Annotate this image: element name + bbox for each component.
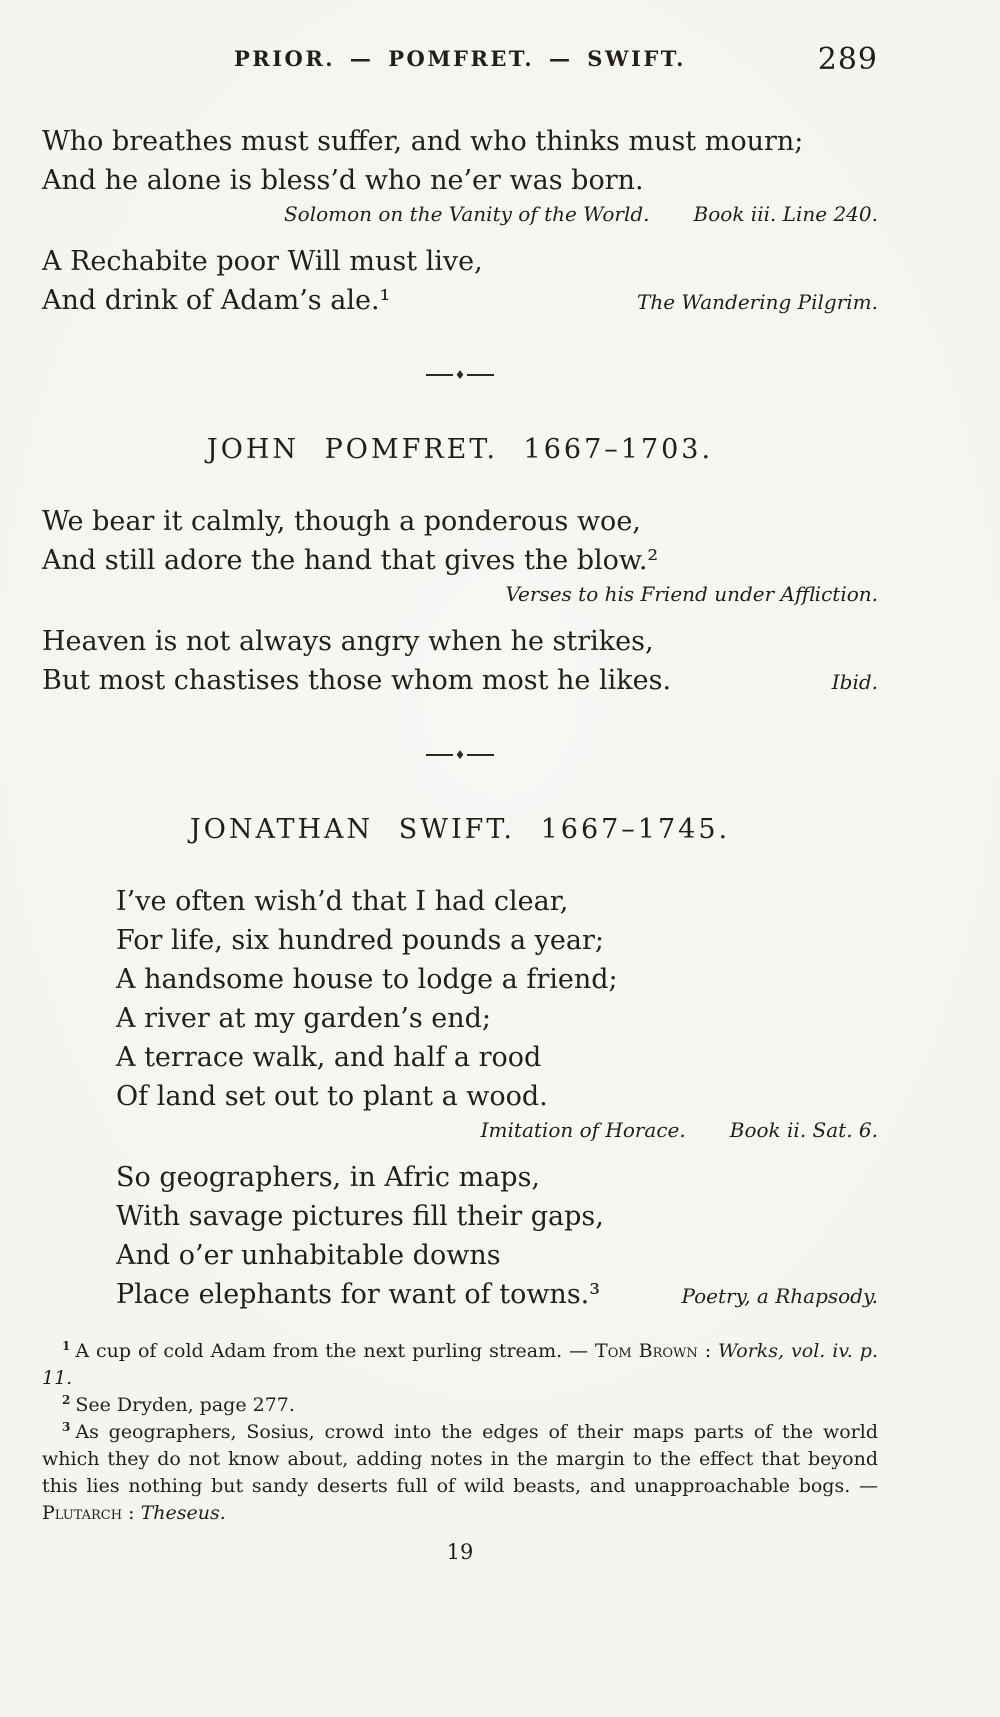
quotation bbox=[42, 242, 878, 320]
quote-line: So geographers, in Afric maps, bbox=[116, 1162, 541, 1193]
divider-rule-left bbox=[426, 374, 453, 376]
quote-source: The Wandering Pilgrim. bbox=[636, 290, 878, 314]
quote-line: I’ve often wish’d that I had clear, bbox=[116, 886, 569, 917]
footnote bbox=[42, 1338, 878, 1392]
quotation bbox=[42, 502, 878, 608]
footnote bbox=[42, 1419, 878, 1527]
diamond-icon: ♦ bbox=[454, 368, 466, 382]
page-number: 289 bbox=[817, 42, 878, 77]
quote-reference: Book ii. Sat. 6. bbox=[729, 1118, 878, 1142]
footnote-source-name: Tom Brown : bbox=[595, 1340, 719, 1362]
quote-attribution-line bbox=[42, 580, 878, 608]
signature-mark: 19 bbox=[446, 1540, 474, 1564]
quote-reference: Book iii. Line 240. bbox=[693, 202, 878, 226]
quote-attribution-line bbox=[42, 1116, 878, 1144]
footnote-source-name: Plutarch : bbox=[42, 1502, 141, 1524]
quote-line: A handsome house to lodge a friend; bbox=[116, 964, 618, 995]
divider-rule-left bbox=[426, 754, 453, 756]
quote-source: Ibid. bbox=[831, 670, 878, 694]
section-prior bbox=[42, 122, 878, 320]
quote-last-line-row bbox=[42, 661, 878, 700]
quotation bbox=[42, 622, 878, 700]
quote-line: And o’er unhabitable downs bbox=[116, 1240, 501, 1271]
section-heading: JONATHAN SWIFT. 1667–1745. bbox=[189, 814, 731, 845]
footnotes-block bbox=[42, 1338, 878, 1527]
quote-line: Of land set out to plant a wood. bbox=[116, 1081, 548, 1112]
quote-line: A river at my garden’s end; bbox=[116, 1003, 492, 1034]
quote-line: Heaven is not always angry when he strikes, bbox=[42, 626, 654, 657]
quote-source: Verses to his Friend under Affliction. bbox=[505, 582, 878, 606]
footnote-source-work: Theseus. bbox=[140, 1502, 226, 1524]
footnote-text: See Dryden, page 277. bbox=[75, 1394, 295, 1416]
quote-line: We bear it calmly, though a ponderous woe, bbox=[42, 506, 641, 537]
divider-rule-right bbox=[467, 754, 494, 756]
divider-rule-right bbox=[467, 374, 494, 376]
quote-line: But most chastises those whom most he likes. bbox=[42, 665, 672, 696]
footnote-marker: 2 bbox=[62, 1392, 71, 1407]
quote-last-line-row bbox=[42, 1275, 878, 1314]
quotation bbox=[42, 882, 878, 1144]
footnote-marker: 3 bbox=[62, 1419, 71, 1434]
quote-attribution-line bbox=[42, 200, 878, 228]
quote-line: And he alone is bless’d who ne’er was born. bbox=[42, 165, 644, 196]
section-pomfret bbox=[42, 432, 878, 700]
section-swift bbox=[42, 812, 878, 1314]
quote-source: Poetry, a Rhapsody. bbox=[681, 1284, 878, 1308]
footnote-source-work: Works, vol. iv. p. 11. bbox=[42, 1340, 878, 1389]
section-divider bbox=[42, 748, 878, 762]
quote-source: Solomon on the Vanity of the World. bbox=[283, 202, 650, 226]
quote-line: For life, six hundred pounds a year; bbox=[116, 925, 604, 956]
section-divider bbox=[42, 368, 878, 382]
quote-line: Place elephants for want of towns.³ bbox=[116, 1279, 601, 1310]
quote-last-line-row bbox=[42, 281, 878, 320]
section-heading: JOHN POMFRET. 1667–1703. bbox=[206, 434, 714, 465]
quote-line: A Rechabite poor Will must live, bbox=[42, 246, 483, 277]
footnote bbox=[42, 1392, 878, 1419]
diamond-icon: ♦ bbox=[454, 748, 466, 762]
quotation bbox=[42, 1158, 878, 1314]
footnote-text: As geographers, Sosius, crowd into the edges of their maps parts of the world which they do not know about, adding notes in the margin to the effect that beyond this lies nothing but sandy deserts full of wild beasts, and unapproachable bogs. — bbox=[42, 1421, 878, 1497]
page-header bbox=[42, 42, 878, 88]
quote-line: Who breathes must suffer, and who thinks must mourn; bbox=[42, 126, 804, 157]
quote-source: Imitation of Horace. bbox=[480, 1118, 686, 1142]
footnote-marker: 1 bbox=[62, 1338, 71, 1353]
quote-line: With savage pictures fill their gaps, bbox=[116, 1201, 604, 1232]
quote-line: And still adore the hand that gives the blow.² bbox=[42, 545, 659, 576]
footnote-text: A cup of cold Adam from the next purling stream. — bbox=[75, 1340, 596, 1362]
quote-line: A terrace walk, and half a rood bbox=[116, 1042, 542, 1073]
running-title: PRIOR. — POMFRET. — SWIFT. bbox=[233, 46, 686, 71]
quote-line: And drink of Adam’s ale.¹ bbox=[42, 285, 391, 316]
quotation bbox=[42, 122, 878, 228]
